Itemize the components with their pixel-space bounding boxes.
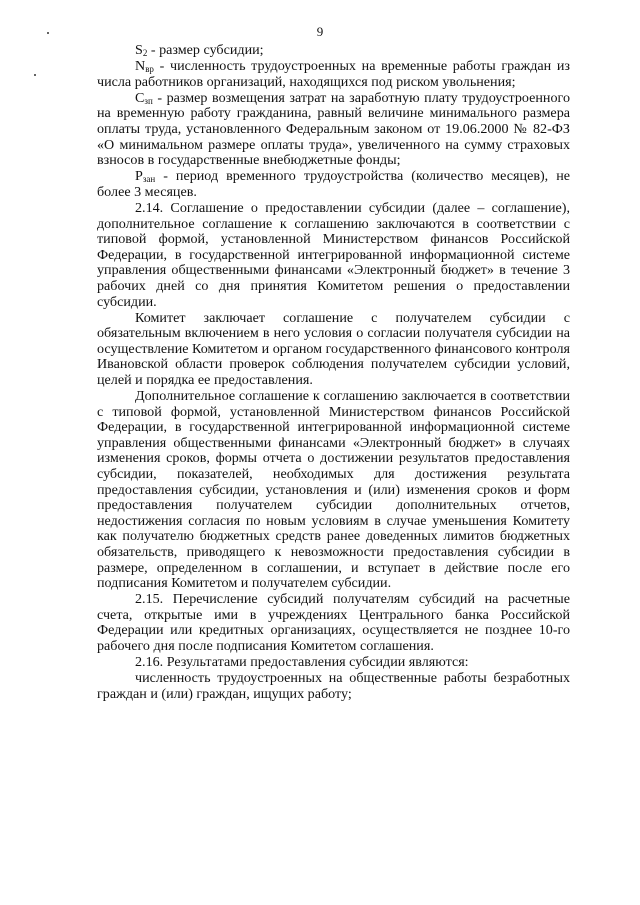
var-s2: $S_2$ - размер субсидии; — [135, 42, 264, 58]
page-number: 9 — [316, 24, 324, 39]
paragraph-additional-agreement: Дополнительное соглашение к соглашению заключается в соответствии с типовой формой, установленной Министерством финансов Российской Федерации, в государственной интегрированной информационной системе управления общественными финансами «Электронный бюджет» в случаях изменения сроков, формы отчета о достижении результатов предоставления субсидии, показателей, необходимых для достижения результата предоставления субсидии, установления и (или) изменения сроков и форм предоставления получателем субсидии дополнительных отчетов, недостижения согласия по новым условиям в случае уменьшения Комитету как получателю бюджетных средств ранее доведенных лимитов бюджетных обязательств, приводящего к невозможности предоставления субсидии в размере, определенном в соглашении, и вступает в действие после его подписания Комитетом и получателем субсидии. — [97, 388, 570, 592]
paragraph-2-16: 2.16. Результатами предоставления субсидии являются: — [135, 654, 469, 671]
paragraph-2-14: 2.14. Соглашение о предоставлении субсидии (далее – соглашение), дополнительное соглашение к соглашению заключаются в соответствии с типовой формой, установленной Министерством финансов Российской Федерации, в государственной интегрированной информационной системе управления общественными финансами «Электронный бюджет» в течение 3 рабочих дней со дня принятия Комитетом решения о предоставлении субсидии. — [97, 199, 570, 310]
document-body — [97, 43, 570, 703]
var-pzan: $Р_{зан}$ - период временного трудоустройства (количество месяцев), не более 3 месяцев. — [97, 168, 570, 200]
scan-speck — [34, 74, 36, 76]
paragraph-committee-agreement: Комитет заключает соглашение с получателем субсидии с обязательным включением в него условия о согласии получателя субсидии на осуществление Комитетом и органом государственного финансового контроля Ивановской области проверок соблюдения получателем субсидии условий, целей и порядка ее предоставления. — [97, 309, 570, 388]
scan-speck — [47, 32, 49, 34]
paragraph-2-15: 2.15. Перечисление субсидий получателям субсидий на расчетные счета, открытые ими в учреждениях Центрального банка Российской Федерации или кредитных организациях, осуществляется не позднее 10-го рабочего дня после подписания Комитетом соглашения. — [97, 591, 570, 655]
paragraph-result-1: численность трудоустроенных на общественные работы безработных граждан и (или) граждан, ищущих работу; — [97, 670, 570, 702]
var-nvr: $N_{вр}$ - численность трудоустроенных на временные работы граждан из числа работников организаций, находящихся под риском увольнения; — [97, 58, 570, 90]
var-szp: $С_{зп}$ - размер возмещения затрат на заработную плату трудоустроенного на временную работу гражданина, равный величине минимального размера оплаты труда, установленного Федеральным законом от 19.06.2000 № 82-ФЗ «О минимальном размере оплаты труда», увеличенного на сумму страховых взносов в государственные внебюджетные фонды; — [97, 89, 570, 169]
